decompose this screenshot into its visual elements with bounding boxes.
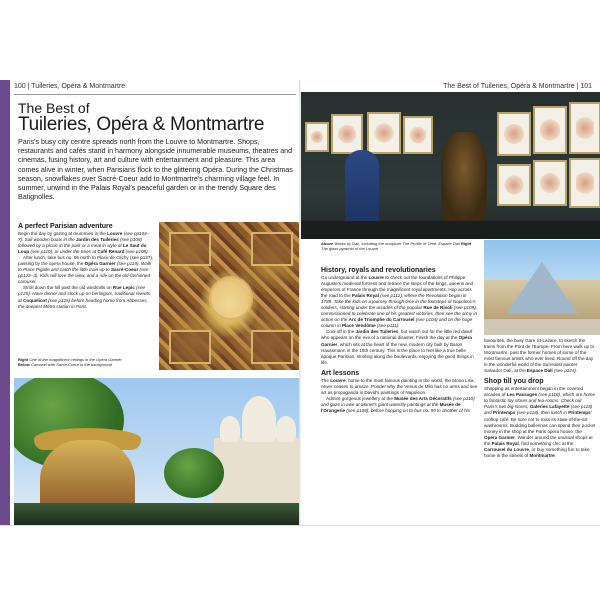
caption-right-label: Right — [18, 357, 29, 362]
art-para-1: The Louvre, home to the most famous painting in the world, the Mona Lisa, never ceases to amaze. Ponder why the Venus de Milo has no arms and see art as propaganda in David's paintings of Napoleon. — [321, 377, 478, 395]
caption-right-text: One of the magnificent ceilings in the Opéra Garnier — [28, 357, 122, 362]
chapter-color-bar — [0, 80, 10, 525]
intro-paragraph: Paris's busy city centre spreads north from the Louvre to Montmartre. Shops, restaurants and cafés stand in harmony alongside innumerable museums, theatres and cinemas, fusing history, art and culture with entertainment and pleasure. This area comes alive in winter, when Parisians flock to the glittering Opéra. During the Christmas season, snowflakes over Sacré-Coeur add to Montmartre's charming village feel. In summer, unwind in the Palais Royal's peaceful garden or in the trendy Square des Batignolles. — [18, 138, 293, 202]
perfect-adventure-section — [18, 222, 154, 310]
caption-below-text: Carousel with Sacré-Coeur in the background — [29, 362, 112, 368]
right-folio: 101 — [580, 83, 592, 90]
history-para-1: Go underground at the Louvre to check out the foundations of Philippe Auguste's medieval fortress and retrace the steps of the kings, queens and emperors of France through the magnificent royal apartments. Hop across the road to the Palais Royal (see p112), where the Revolution began in 1789. Take the kids on a journey through time in the footsteps of Napoleon's soldiers, starting under the arcades of the popular Rue de Rivoli (see p109), commissioned to celebrate one of his greatest victories, then see the army in action on the Arc de Triomphe du Carrousel (see p104) and on the huge column in Place Vendôme (see p111). — [321, 275, 478, 329]
gallery-caption-text: Works by Dalí, including the sculpture The Profile of Time, Espace Dalí — [333, 241, 462, 246]
page-title-line1: The Best of — [18, 100, 90, 116]
louvre-pyramid-photo — [484, 240, 600, 335]
gallery-caption — [321, 241, 479, 252]
perfect-para-2: After lunch, take bus no. 95 north to Place de Clichy (see p127), passing by the opera house, the Opéra Garnier (see p119). Walk to Place Pigalle and catch the little train up to Sacré-Coeur (see pp122–3). Kids will love the view, and a ride on the old-fashioned carousel. — [18, 255, 154, 285]
art-para-2: Admire gorgeous jewellery at the Musée des Arts Décoratifs (see p110) and gaze in awe at Monet's giant waterlily paintings at the Musée de l'Orangerie (see p108), before hopping on to bus no. 95 to another of his — [321, 395, 475, 413]
left-running-head: 100 | Tuileries, Opéra & Montmartre — [14, 83, 126, 90]
right-column — [484, 338, 596, 459]
left-head-rule — [14, 94, 296, 95]
shop-heading: Shop till you drop — [484, 378, 544, 386]
gallery-caption-label: Above — [321, 241, 334, 246]
louvre-caption-text: The glass pyramid of the Louvre — [321, 246, 379, 252]
sacre-coeur-carousel-photo — [14, 378, 299, 525]
history-section — [321, 266, 479, 414]
page-title-line2: Tuileries, Opéra & Montmartre — [18, 114, 265, 135]
perfect-adventure-heading: A perfect Parisian adventure — [18, 223, 113, 230]
shop-paragraph: Shopping as entertainment began in the covered arcades of Les Passages (see p118), which are home to fantastic toy stores and tea-rooms. Check out Paris's two big stores, Galeries Lafayette (see p118) and Printemps (see p118), then lunch in Printemps' rooftop café. Be sure not to miss its state-of-the-art washrooms. Budding ballerinas can spend their pocket money in the shop at the Paris opera house, the Opéra Garnier. Wander around the unusual shops at the Palais Royal, find something chic at the Carrousel du Louvre, or buy something fun to take home in the streets of Montmartre. — [484, 386, 596, 458]
left-image-captions — [18, 357, 156, 368]
right-section-name: The Best of Tuileries, Opéra & Montmartre — [443, 83, 575, 90]
espace-dali-gallery-photo — [301, 92, 600, 239]
right-running-head: The Best of Tuileries, Opéra & Montmartre | 101 — [443, 83, 592, 90]
left-section-name: Tuileries, Opéra & Montmartre — [31, 83, 126, 90]
history-heading: History, royals and revolutionaries — [321, 267, 436, 274]
louvre-caption-label: Right — [461, 241, 472, 246]
left-folio: 100 — [14, 83, 26, 90]
history-para-2: Cool off in the Jardin des Tuileries, but watch out for the little red dwarf who appears on the eve of a national disaster. Finish the day at the Opéra Garnier, which sits at the heart of the new, modern city built by Baron Haussmann in the 19th century. This is the place to feel like a true belle époque Parisian, strolling along the boulevards, enjoying the good things in life. — [321, 329, 474, 365]
art-heading: Art lessons — [321, 369, 360, 377]
opera-ceiling-photo — [159, 222, 299, 370]
spread-bottom-edge — [0, 525, 600, 526]
right-col-para-1: favourites, the busy Gare St-Lazare, to sketch the trains from the Pont de l'Europe. From here walk up to Montmartre, past the former homes of some of the most famous artists who ever lived. Round off the day in the wonderful world of the Surrealist painter Salvador Dalí, at the Espace Dalí (see p124). — [484, 338, 595, 374]
perfect-para-3: Stroll down the hill past the old windmills on Rue Lepic (see p125). Have dinner and stock up on berlingots, traditional sweets, at Coquelicot (see p125) before heading home from Abbesses, the deepest Métro station in Paris. — [18, 285, 152, 309]
perfect-para-1: Begin the day by gazing at mummies in the Louvre (see pp104–7). Sail wooden boats in the Jardin des Tuileries (see p108) followed by a picnic in the park or a meal in style at Le Saut du Loup (see p110), or under the trees at Café Renard (see p108). — [18, 231, 150, 255]
caption-below-label: Below — [18, 362, 30, 368]
